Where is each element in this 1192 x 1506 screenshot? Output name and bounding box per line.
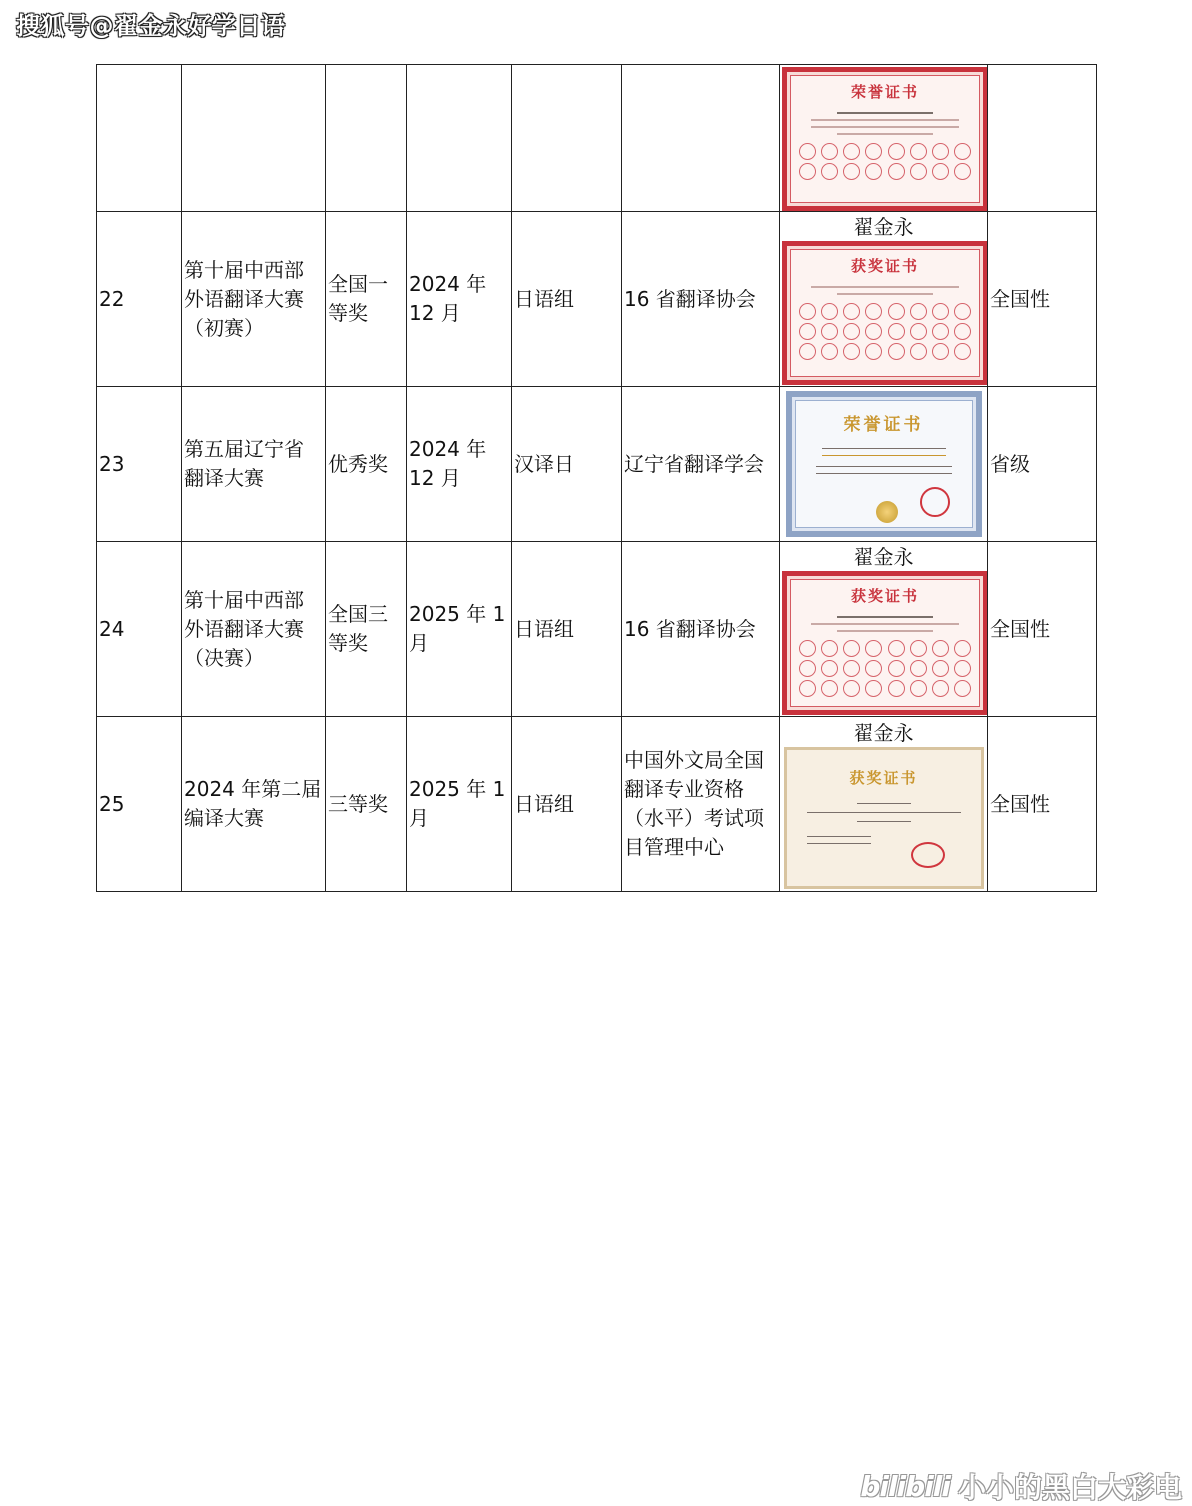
certificate-image	[782, 571, 988, 715]
language-group: 日语组	[512, 212, 622, 387]
competition-level: 全国性	[988, 542, 1097, 717]
certificate-title-text: 获奖证书	[850, 257, 919, 275]
certificate-cell	[780, 65, 988, 212]
certificate-image	[782, 241, 988, 385]
organizer	[622, 65, 780, 212]
award-date: 2024 年 12 月	[407, 212, 512, 387]
bilibili-logo: bilibili	[860, 1469, 950, 1503]
contest-name: 第五届辽宁省翻译大赛	[182, 387, 326, 542]
contest-name: 第十届中西部外语翻译大赛（决赛）	[182, 542, 326, 717]
certificate-title-text: 荣誉证书	[843, 415, 924, 435]
language-group: 日语组	[512, 542, 622, 717]
certificate-image	[782, 67, 988, 211]
organizer: 辽宁省翻译学会	[622, 387, 780, 542]
organizer: 中国外文局全国翻译专业资格（水平）考试项目管理中心	[622, 717, 780, 892]
award-level: 优秀奖	[326, 387, 407, 542]
table-row	[97, 717, 1097, 892]
certificate-image	[786, 391, 982, 537]
language-group: 日语组	[512, 717, 622, 892]
row-number: 25	[97, 717, 182, 892]
contest-name	[182, 65, 326, 212]
contest-name: 第十届中西部外语翻译大赛（初赛）	[182, 212, 326, 387]
award-date	[407, 65, 512, 212]
row-number: 23	[97, 387, 182, 542]
award-level: 全国一等奖	[326, 212, 407, 387]
organizer: 16 省翻译协会	[622, 212, 780, 387]
certificate-cell	[780, 212, 988, 387]
certificate-title	[787, 764, 981, 793]
certificate-title	[787, 252, 983, 281]
award-level	[326, 65, 407, 212]
table-row	[97, 65, 1097, 212]
contest-name: 2024 年第二届编译大赛	[182, 717, 326, 892]
certificate-title	[787, 582, 983, 611]
certificate-cell	[780, 717, 988, 892]
awards-table	[96, 64, 1097, 892]
organizer: 16 省翻译协会	[622, 542, 780, 717]
award-level: 三等奖	[326, 717, 407, 892]
award-date: 2025 年 1 月	[407, 542, 512, 717]
competition-level: 全国性	[988, 212, 1097, 387]
award-level: 全国三等奖	[326, 542, 407, 717]
language-group	[512, 65, 622, 212]
competition-level: 全国性	[988, 717, 1097, 892]
certificate-holder-name: 翟金永	[853, 545, 914, 569]
certificate-holder-name: 翟金永	[853, 721, 914, 745]
watermark-top: 搜狐号@翟金永好学日语	[16, 12, 286, 40]
row-number: 24	[97, 542, 182, 717]
table-row	[97, 542, 1097, 717]
competition-level: 省级	[988, 387, 1097, 542]
award-date: 2025 年 1 月	[407, 717, 512, 892]
row-number: 22	[97, 212, 182, 387]
certificate-image	[784, 747, 984, 889]
row-number	[97, 65, 182, 212]
certificate-title-text: 荣誉证书	[850, 82, 919, 101]
certificate-holder-name: 翟金永	[853, 215, 914, 239]
competition-level	[988, 65, 1097, 212]
award-date: 2024 年 12 月	[407, 387, 512, 542]
watermark-bottom	[860, 1466, 1182, 1506]
table-row	[97, 212, 1097, 387]
table-row	[97, 387, 1097, 542]
certificate-title-text: 获奖证书	[849, 769, 918, 787]
certificate-title	[787, 78, 983, 107]
certificate-title	[792, 411, 976, 440]
watermark-bottom-text: 小小的黑白大彩电	[957, 1471, 1182, 1504]
certificate-title-text: 获奖证书	[850, 587, 919, 605]
language-group: 汉译日	[512, 387, 622, 542]
certificate-cell	[780, 542, 988, 717]
certificate-cell	[780, 387, 988, 542]
